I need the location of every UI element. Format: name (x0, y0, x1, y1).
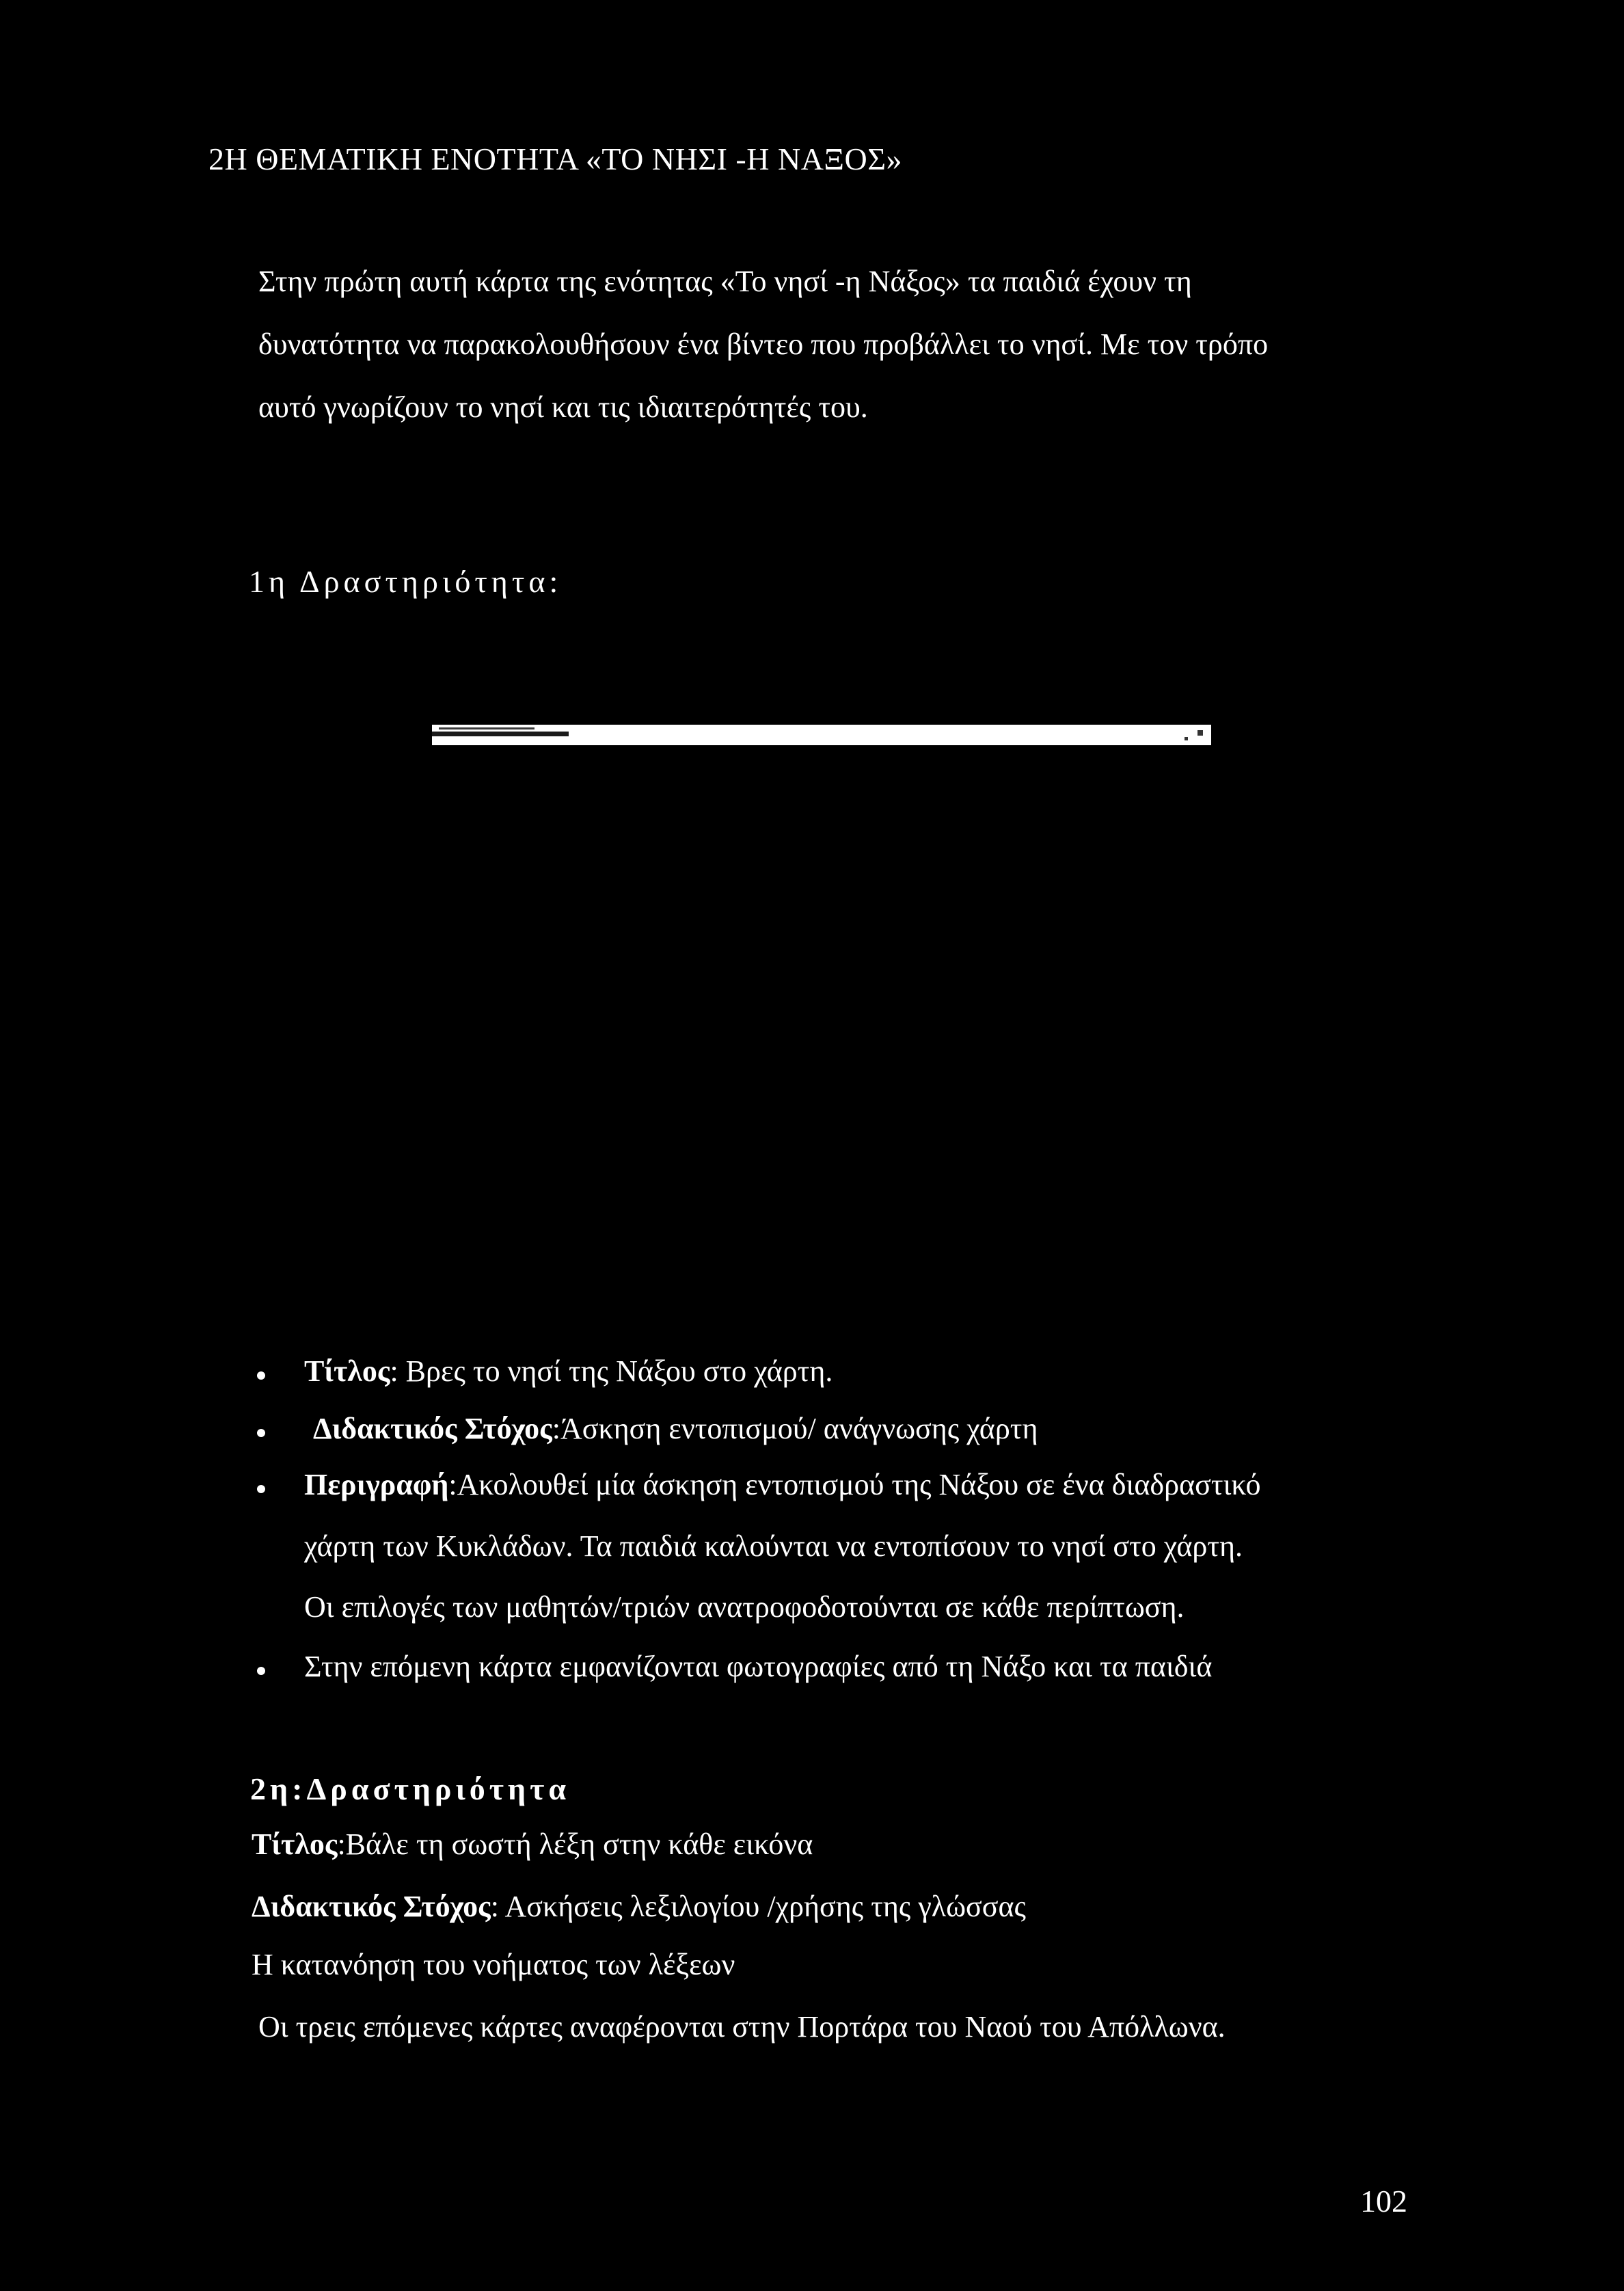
item-text: : Ασκήσεις λεξιλογίου /χρήσης της γλώσσας (490, 1890, 1026, 1923)
activity-2-goal-cont: Η κατανόηση του νοήματος των λέξεων (252, 1948, 735, 1981)
activity-1-item-next-card: Στην επόμενη κάρτα εμφανίζονται φωτογραφίες από τη Νάξο και τα παιδιά (304, 1650, 1213, 1683)
bullet-icon (257, 1667, 265, 1675)
activity-1-item-description-cont-2: Οι επιλογές των μαθητών/τριών ανατροφοδοτούνται σε κάθε περίπτωση. (304, 1590, 1185, 1624)
bullet-icon (257, 1429, 265, 1437)
item-label: Διδακτικός Στόχος (313, 1412, 552, 1445)
intro-line-3: αυτό γνωρίζουν το νησί και τις ιδιαιτερότητές του. (258, 390, 868, 424)
activity-2-title: 2η:Δραστηριότητα (250, 1771, 570, 1806)
activity-1-item-description (304, 1470, 1261, 1500)
item-text: :Ακολουθεί μία άσκηση εντοπισμού της Νάξου σε ένα διαδραστικό (448, 1468, 1261, 1501)
activity-1-item-goal (313, 1414, 1038, 1444)
video-progress-indicator (439, 727, 534, 729)
item-text: :Βάλε τη σωστή λέξη στην κάθε εικόνα (337, 1827, 813, 1861)
item-label: Τίτλος (252, 1827, 338, 1861)
intro-line-1: Στην πρώτη αυτή κάρτα της ενότητας «Το νησί -η Νάξος» τα παιδιά έχουν τη (258, 265, 1192, 298)
video-progress-track[interactable] (432, 732, 569, 736)
page-number: 102 (1360, 2184, 1407, 2219)
item-label: Τίτλος (304, 1354, 390, 1388)
activity-2-title-line (252, 1827, 813, 1861)
activity-2-goal-line (252, 1892, 1026, 1922)
activity-1-item-title (304, 1356, 833, 1386)
bullet-icon (257, 1371, 265, 1380)
video-fullscreen-icon[interactable] (1197, 730, 1203, 736)
video-player-bar[interactable] (432, 725, 1211, 745)
section-heading: 2Η ΘΕΜΑΤΙΚΗ ΕΝΟΤΗΤΑ «ΤΟ ΝΗΣΙ -Η ΝΑΞΟΣ» (208, 142, 902, 176)
item-label: Περιγραφή (304, 1468, 449, 1501)
video-volume-icon[interactable] (1185, 737, 1188, 740)
bullet-icon (257, 1485, 265, 1493)
activity-1-title: 1η Δραστηριότητα: (249, 564, 563, 599)
item-label: Διδακτικός Στόχος (252, 1890, 491, 1923)
activity-1-item-description-cont-1: χάρτη των Κυκλάδων. Τα παιδιά καλούνται να εντοπίσουν το νησί στο χάρτη. (304, 1529, 1243, 1563)
item-text: : Βρες το νησί της Νάξου στο χάρτη. (390, 1354, 833, 1388)
intro-line-2: δυνατότητα να παρακολουθήσουν ένα βίντεο που προβάλλει το νησί. Με τον τρόπο (258, 327, 1269, 361)
item-text: :Άσκηση εντοπισμού/ ανάγνωσης χάρτη (552, 1412, 1038, 1445)
activity-2-closing: Οι τρεις επόμενες κάρτες αναφέρονται στην Πορτάρα του Ναού του Απόλλωνα. (258, 2010, 1226, 2044)
